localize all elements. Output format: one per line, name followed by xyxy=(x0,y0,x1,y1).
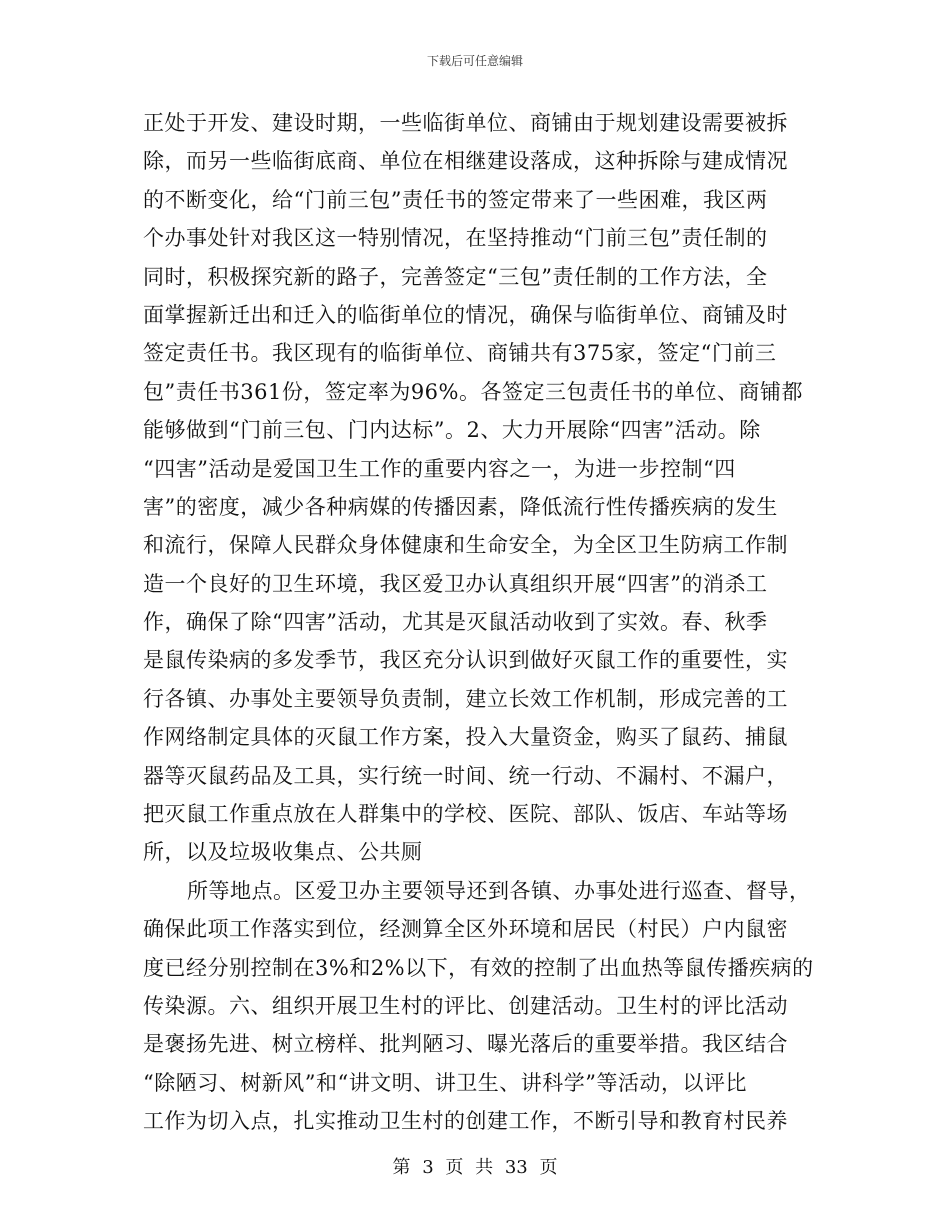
text-line: 造一个良好的卫生环境，我区爱卫办认真组织开展“四害”的消杀工 xyxy=(143,571,768,596)
text-line: 行各镇、办事处主要领导负责制，建立长效工作机制，形成完善的工 xyxy=(143,686,788,711)
text-line: 传染源。六、组织开展卫生村的评比、创建活动。卫生村的评比活动 xyxy=(143,993,788,1018)
text-line: 是鼠传染病的多发季节，我区充分认识到做好灭鼠工作的重要性，实 xyxy=(143,648,788,673)
text-line: 同时，积极探究新的路子，完善签定“三包”责任制的工作方法，全 xyxy=(143,264,768,289)
text-line: 作网络制定具体的灭鼠工作方案，投入大量资金，购买了鼠药、捕鼠 xyxy=(143,725,788,750)
text-line: 签定责任书。我区现有的临街单位、商铺共有375家，签定“门前三 xyxy=(143,341,777,366)
text-line: “四害”活动是爱国卫生工作的重要内容之一，为进一步控制“四 xyxy=(143,456,736,481)
page-number: 第 3 页 共 33 页 xyxy=(392,1157,558,1178)
text-line: 正处于开发、建设时期，一些临街单位、商铺由于规划建设需要被拆 xyxy=(143,111,788,135)
document-body xyxy=(143,104,814,1141)
text-line: 是褒扬先进、树立榜样、批判陋习、曝光落后的重要举措。我区结合 xyxy=(143,1032,788,1057)
text-line: 能够做到“门前三包、门内达标”。2、大力开展除“四害”活动。除 xyxy=(143,418,761,443)
text-line: 和流行，保障人民群众身体健康和生命安全，为全区卫生防病工作制 xyxy=(143,533,788,558)
text-line: 把灭鼠工作重点放在人群集中的学校、医院、部队、饭店、车站等场 xyxy=(143,802,788,827)
text-line: 面掌握新迁出和迁入的临街单位的情况，确保与临街单位、商铺及时 xyxy=(143,302,788,327)
text-line: 所，以及垃圾收集点、公共厕 xyxy=(143,840,423,865)
text-line: 包”责任书361份，签定率为96%。各签定三包责任书的单位、商铺都 xyxy=(143,379,803,404)
text-line: 工作为切入点，扎实推动卫生村的创建工作，不断引导和教育村民养 xyxy=(143,1109,788,1134)
page-header: 下载后可任意编辑 xyxy=(426,54,523,68)
text-line: 的不断变化，给“门前三包”责任书的签定带来了一些困难，我区两 xyxy=(143,187,768,212)
text-line: 害”的密度，减少各种病媒的传播因素，降低流行性传播疾病的发生 xyxy=(143,494,778,519)
text-line: 个办事处针对我区这一特别情况，在坚持推动“门前三包”责任制的 xyxy=(143,226,768,251)
text-line: 作，确保了除“四害”活动，尤其是灭鼠活动收到了实效。春、秋季 xyxy=(143,610,768,635)
text-line: 确保此项工作落实到位，经测算全区外环境和居民（村民）户内鼠密 xyxy=(143,917,788,942)
paragraph-start-line: 所等地点。区爱卫办主要领导还到各镇、办事处进行巡查、督导， xyxy=(187,878,811,903)
text-line: 器等灭鼠药品及工具，实行统一时间、统一行动、不漏村、不漏户， xyxy=(143,763,788,788)
text-line: 度已经分别控制在3%和2%以下，有效的控制了出血热等鼠传播疾病的 xyxy=(143,955,814,980)
text-line: “除陋习、树新风”和“讲文明、讲卫生、讲科学”等活动，以评比 xyxy=(143,1070,747,1095)
text-line: 除，而另一些临街底商、单位在相继建设落成，这种拆除与建成情况 xyxy=(143,149,788,174)
